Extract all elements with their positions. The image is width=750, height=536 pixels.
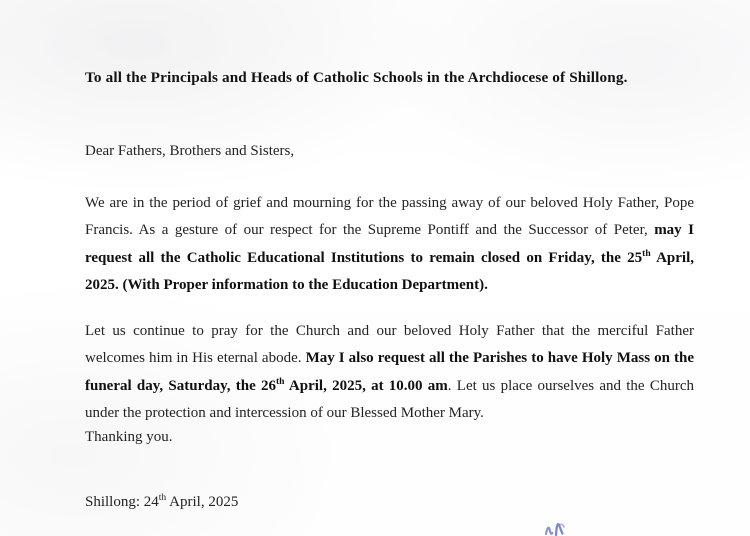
paragraph-one [85,190,694,300]
paragraph-two-bold-lead: May I also request all the Parishes to have Holy Mass on the funeral day, Saturday, the 26 [85,350,695,394]
paragraph-one-text-normal: We are in the period of grief and mourning for the passing away of our beloved Holy Father, Pope Francis. As a gesture of our respect for the Supreme Pontiff and the Successor of Peter, [85,195,694,239]
paragraph-two-text-normal-lead: Let us continue to pray for the Church and our beloved Holy Father that the merciful Father welcomes him in His eternal abode. [85,323,694,367]
ordinal-suffix-25th: th [642,247,651,259]
dateline-month-year: April, 2025 [166,494,239,510]
dateline [85,494,238,511]
salutation-line: Dear Fathers, Brothers and Sisters, [85,143,295,159]
letter-heading: To all the Principals and Heads of Catholic Schools in the Archdiocese of Shillong. [85,69,628,86]
paragraph-one-bold-tail: April, 2025. (With Proper information to the Education Department). [85,249,695,294]
paragraph-two-bold-tail: April, 2025, at 10.00 am [284,377,448,394]
signature-ink-mark [540,512,584,536]
dateline-place: Shillong: 24 [85,494,159,510]
closing-line: Thanking you. [85,429,173,445]
paragraph-two [85,318,694,428]
paragraph-one-bold-lead: may I request all the Catholic Educational Institutions to remain closed on Friday, the 25 [85,222,694,266]
ordinal-suffix-24th: th [158,492,167,503]
paragraph-two-text-normal-tail: . Let us place ourselves and the Church under the protection and intercession of our Blessed Mother Mary. [85,377,694,422]
ordinal-suffix-26th: th [275,375,285,387]
